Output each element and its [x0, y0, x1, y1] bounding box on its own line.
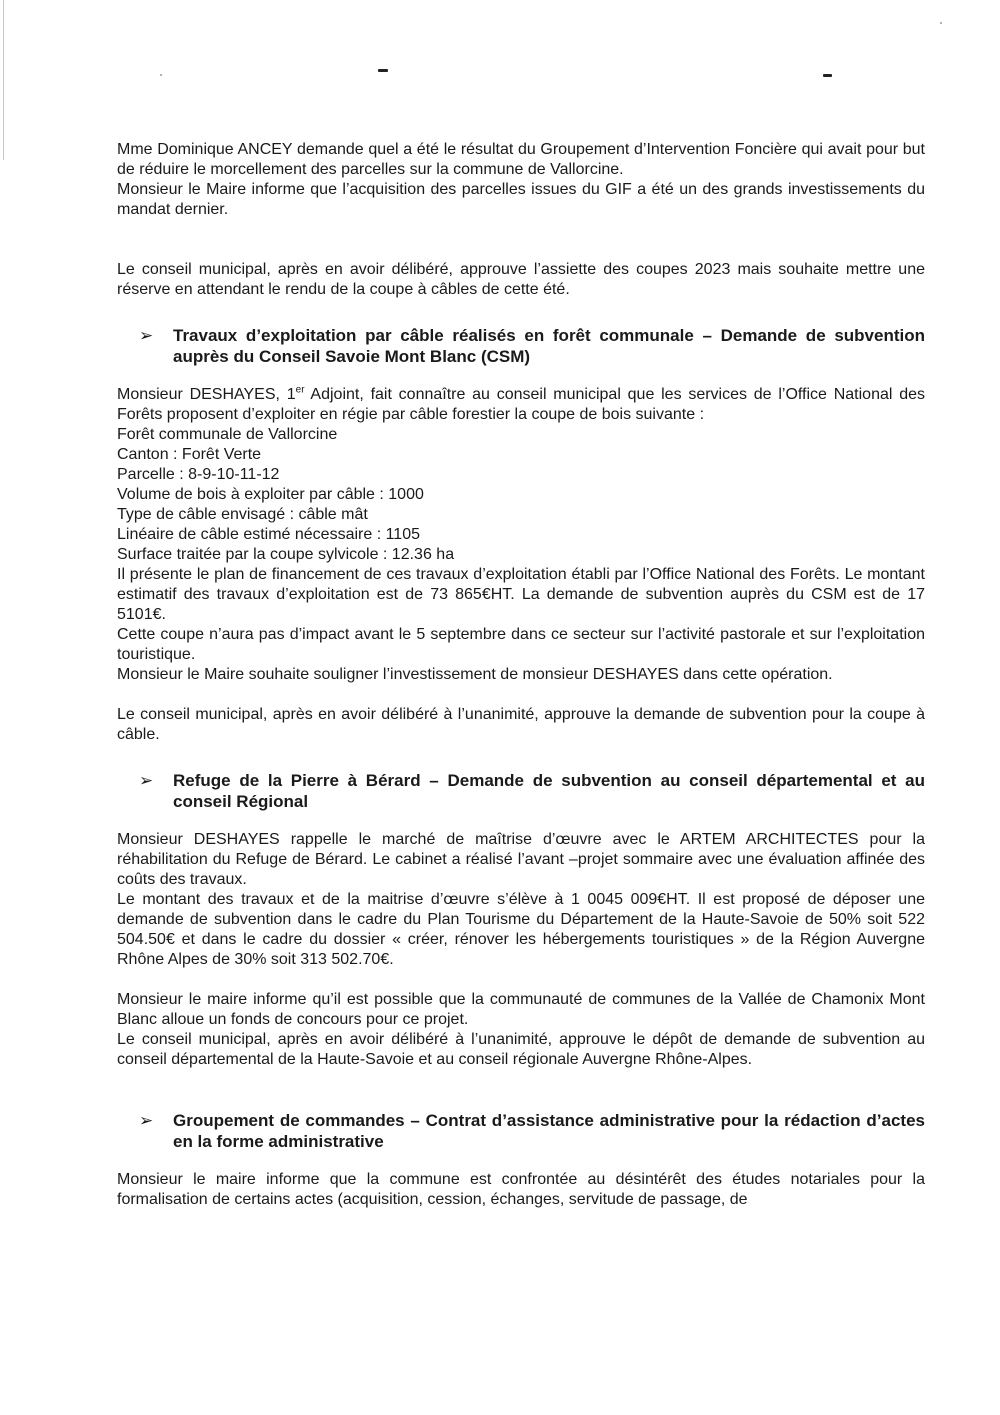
list-item: Parcelle : 8-9-10-11-12: [117, 466, 280, 483]
section-title: Refuge de la Pierre à Bérard – Demande de subvention au conseil départemental et au conseil Régional: [173, 771, 925, 811]
list-item: Surface traitée par la coupe sylvicole : 12.36 ha: [117, 546, 455, 563]
paragraph-maire-gif: Monsieur le Maire informe que l’acquisition des parcelles issues du GIF a été un des grands investissements du mandat dernier.: [117, 181, 925, 218]
coupe-details-list: [117, 425, 925, 565]
paragraph-impact: Cette coupe n’aura pas d’impact avant le 5 septembre dans ce secteur sur l’activité pastorale et sur l’exploitation touristique.: [117, 626, 925, 663]
list-item: Canton : Forêt Verte: [117, 446, 262, 463]
arrow-bullet-icon: ➢: [139, 326, 154, 345]
scan-mark: [378, 69, 388, 72]
paragraph-ancey-question: Mme Dominique ANCEY demande quel a été le résultat du Groupement d’Intervention Foncière qui avait pour but de réduire le morcellement des parcelles sur la commune de Vallorcine.: [117, 141, 925, 178]
list-item: Forêt communale de Vallorcine: [117, 426, 338, 443]
paragraph-deshayes-intro: Monsieur DESHAYES, 1er Adjoint, fait connaître au conseil municipal que les services de l’Office National des Forêts proposent d’exploiter en régie par câble forestier la coupe de bois suivante :: [117, 384, 925, 423]
section-title: Groupement de commandes – Contrat d’assistance administrative pour la rédaction d’actes en la forme administrative: [173, 1111, 925, 1151]
paragraph-fonds-concours: Monsieur le maire informe qu’il est possible que la communauté de communes de la Vallée de Chamonix Mont Blanc alloue un fonds de concours pour ce projet.: [117, 991, 925, 1028]
arrow-bullet-icon: ➢: [139, 1111, 154, 1130]
scan-mark: [823, 74, 832, 77]
section-title: Travaux d’exploitation par câble réalisés en forêt communale – Demande de subvention auprès du Conseil Savoie Mont Blanc (CSM): [173, 326, 925, 366]
paragraph-montant-travaux: Le montant des travaux et de la maitrise d’œuvre s’élève à 1 0045 009€HT. Il est proposé de déposer une demande de subvention dans le cadre du Plan Tourisme du Département de la Haute-Savoie de 50% soit 522 504.50€ et dans le cadre du dossier « créer, rénover les hébergements touristiques » de la Région Auvergne Rhône Alpes de 30% soit 313 502.70€.: [117, 891, 925, 968]
paragraph-assiette-coupes: Le conseil municipal, après en avoir délibéré, approuve l’assiette des coupes 2023 mais souhaite mettre une réserve en attendant le rendu de la coupe à câbles de cette été.: [117, 261, 925, 298]
paragraph-artem: Monsieur DESHAYES rappelle le marché de maîtrise d’œuvre avec le ARTEM ARCHITECTES pour la réhabilitation du Refuge de Bérard. Le cabinet a réalisé l’avant –projet sommaire avec une évaluation affinée des coûts des travaux.: [117, 831, 925, 888]
section-heading-refuge: [139, 770, 925, 812]
paragraph-investissement: Monsieur le Maire souhaite souligner l’investissement de monsieur DESHAYES dans cette opération.: [117, 666, 833, 683]
list-item: Volume de bois à exploiter par câble : 1000: [117, 486, 424, 503]
paragraph-deliberation-cable: Le conseil municipal, après en avoir délibéré à l’unanimité, approuve la demande de subvention pour la coupe à câble.: [117, 706, 925, 743]
arrow-bullet-icon: ➢: [139, 771, 154, 790]
scan-speck: [160, 74, 162, 76]
scan-edge-line: [3, 0, 4, 160]
section-heading-cable: [139, 325, 925, 367]
scan-speck: [940, 22, 942, 24]
list-item: Linéaire de câble estimé nécessaire : 1105: [117, 526, 420, 543]
paragraph-financement: Il présente le plan de financement de ces travaux d’exploitation établi par l’Office National des Forêts. Le montant estimatif des travaux d’exploitation est de 73 865€HT. La demande de subvention auprès du CSM est de 17 5101€.: [117, 566, 925, 623]
paragraph-deliberation-refuge: Le conseil municipal, après en avoir délibéré à l’unanimité, approuve le dépôt de demande de subvention au conseil départemental de la Haute-Savoie et au conseil régionale Auvergne Rhône-Alpes.: [117, 1031, 925, 1068]
section-heading-groupement: [139, 1110, 925, 1152]
paragraph-notariales: Monsieur le maire informe que la commune est confrontée au désintérêt des études notariales pour la formalisation de certains actes (acquisition, cession, échanges, servitude de passage, de: [117, 1171, 925, 1208]
document-body: [117, 140, 925, 1210]
list-item: Type de câble envisagé : câble mât: [117, 506, 368, 523]
